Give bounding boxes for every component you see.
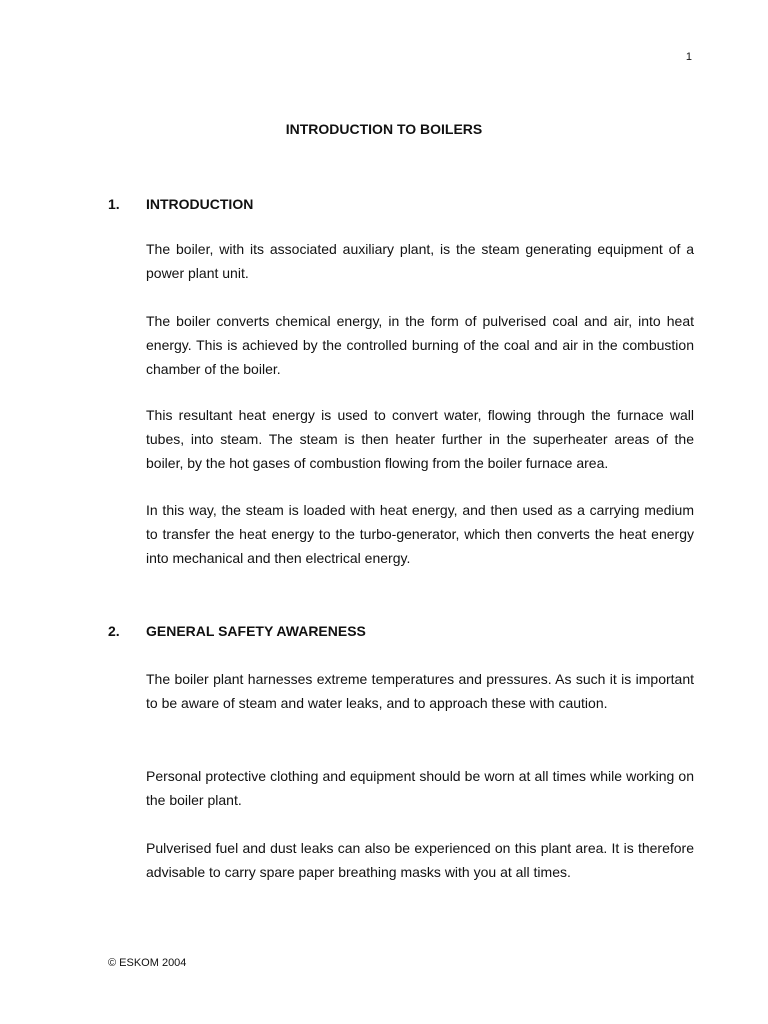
section-title: GENERAL SAFETY AWARENESS — [146, 623, 366, 639]
document-title: INTRODUCTION TO BOILERS — [285, 121, 483, 137]
paragraph: The boiler plant harnesses extreme temperatures and pressures. As such it is important to be aware of steam and water leaks, and to approach these with caution. — [146, 671, 694, 711]
section-number: 1. — [108, 196, 120, 212]
section-general-safety-awareness — [0, 623, 768, 643]
paragraph: Pulverised fuel and dust leaks can also be experienced on this plant area. It is therefore advisable to carry spare paper breathing masks with you at all times. — [146, 840, 694, 880]
copyright-footer: © ESKOM 2004 — [108, 957, 187, 969]
paragraph: The boiler converts chemical energy, in the form of pulverised coal and air, into heat energy. This is achieved by the controlled burning of the coal and air in the combustion chamber of the boiler. — [146, 313, 694, 377]
section-introduction — [0, 196, 768, 216]
paragraph: This resultant heat energy is used to convert water, flowing through the furnace wall tubes, into steam. The steam is then heater further in the superheater areas of the boiler, by the hot gases of combustion flowing from the boiler furnace area. — [146, 407, 694, 471]
paragraph: In this way, the steam is loaded with heat energy, and then used as a carrying medium to transfer the heat energy to the turbo-generator, which then converts the heat energy into mechanical and then electrical energy. — [146, 502, 694, 566]
paragraph: Personal protective clothing and equipment should be worn at all times while working on the boiler plant. — [146, 768, 694, 808]
section-heading — [0, 623, 768, 643]
section-heading — [0, 196, 768, 216]
section-title: INTRODUCTION — [146, 196, 254, 212]
section-number: 2. — [108, 623, 120, 639]
page-number: 1 — [685, 51, 692, 63]
paragraph: The boiler, with its associated auxiliary plant, is the steam generating equipment of a power plant unit. — [146, 241, 694, 281]
